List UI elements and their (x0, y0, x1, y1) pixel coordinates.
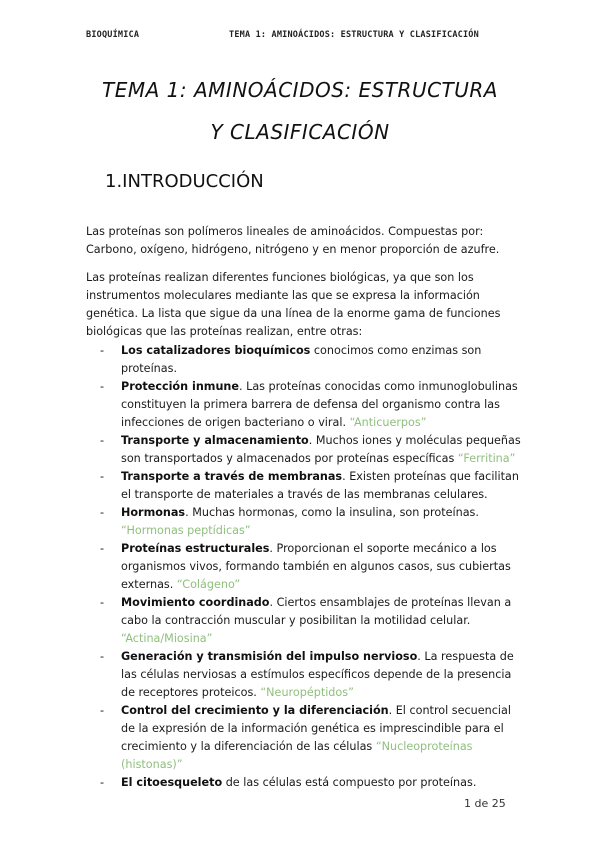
item-term: Los catalizadores bioquímicos (121, 344, 311, 357)
item-text: . Muchas hormonas, como la insulina, son proteínas. (185, 506, 479, 519)
item-text: . La respuesta de las células nerviosas a estímulos específicos depende de la presencia de receptores proteicos. (121, 650, 514, 699)
item-example: “Ferritina” (457, 452, 516, 465)
bullet-dash: - (100, 776, 105, 789)
bullet-dash: - (100, 380, 105, 393)
bullet-dash: - (100, 344, 105, 357)
page-title-line-1: TEMA 1: AMINOÁCIDOS: ESTRUCTURA (102, 78, 498, 102)
item-example: “Anticuerpos” (349, 416, 427, 429)
bullet-dash: - (100, 542, 105, 555)
item-text: . Proporcionan el soporte mecánico a los organismos vivos, formando también en algunos casos, sus cubiertas externas. (121, 542, 511, 591)
list-item (100, 432, 525, 468)
item-term: Proteínas estructurales (121, 542, 270, 555)
item-term: Movimiento coordinado (121, 596, 270, 609)
list-item (100, 504, 525, 540)
list-item (100, 468, 525, 504)
list-item (100, 594, 525, 648)
intro-paragraph: Las proteínas son polímeros lineales de aminoácidos. Compuestas por: Carbono, oxígeno, hidrógeno, nitrógeno y en menor proporción de azufre. (86, 225, 500, 257)
item-term: Generación y transmisión del impulso nervioso (121, 650, 418, 663)
list-item (100, 540, 525, 594)
page-number: 1 de 25 (464, 797, 506, 810)
item-text: conocimos como enzimas son proteínas. (121, 344, 482, 375)
item-example: “Hormonas peptídicas” (121, 524, 251, 537)
item-text: . Las proteínas conocidas como inmunoglobulinas constituyen la primera barrera de defensa del organismo contra las infecciones de origen bacteriano o viral. (121, 380, 518, 429)
item-example: “Colágeno” (176, 578, 241, 591)
bullet-dash: - (100, 704, 105, 717)
functions-paragraph: Las proteínas realizan diferentes funciones biológicas, ya que son los instrumentos moleculares mediante las que se expresa la información genética. La lista que sigue da una línea de la enorme gama de funciones biológicas que las proteínas realizan, entre otras: (86, 271, 501, 339)
item-term: Transporte y almacenamiento (121, 434, 309, 447)
item-term: Hormonas (121, 506, 186, 519)
item-term: Control del crecimiento y la diferenciación (121, 704, 389, 717)
list-item (100, 648, 525, 702)
item-example: “Nucleoproteínas (histonas)” (121, 740, 473, 771)
running-header-subject: BIOQUÍMICA (86, 30, 140, 40)
list-item (100, 774, 525, 792)
bullet-dash: - (100, 470, 105, 483)
bullet-dash: - (100, 650, 105, 663)
bullet-dash: - (100, 434, 105, 447)
item-text: . Existen proteínas que facilitan el transporte de materiales a través de las membranas celulares. (121, 470, 519, 501)
section-heading: 1.INTRODUCCIÓN (105, 171, 264, 192)
running-header-chapter: TEMA 1: AMINOÁCIDOS: ESTRUCTURA Y CLASIFICACIÓN (229, 30, 479, 40)
item-term: Protección inmune (121, 380, 239, 393)
bullet-dash: - (100, 506, 105, 519)
list-item (100, 342, 525, 378)
item-example: “Neuropéptidos” (260, 686, 354, 699)
bullet-dash: - (100, 596, 105, 609)
list-item (100, 702, 525, 774)
page-title-line-2: Y CLASIFICACIÓN (210, 120, 390, 144)
item-text: . Muchos iones y moléculas pequeñas son transportados y almacenados por proteínas específicas (121, 434, 521, 465)
protein-functions-list (100, 342, 525, 792)
item-text: . Ciertos ensamblajes de proteínas llevan a cabo la contracción muscular y posibilitan la motilidad celular. (121, 596, 512, 627)
item-example: “Actina/Miosina” (121, 632, 213, 645)
item-text: . El control secuencial de la expresión de la información genética es imprescindible para el crecimiento y la diferenciación de las células (121, 704, 511, 753)
item-text: de las células está compuesto por proteínas. (222, 776, 477, 789)
item-term: El citoesqueleto (121, 776, 223, 789)
list-item (100, 378, 525, 432)
item-term: Transporte a través de membranas (121, 470, 343, 483)
